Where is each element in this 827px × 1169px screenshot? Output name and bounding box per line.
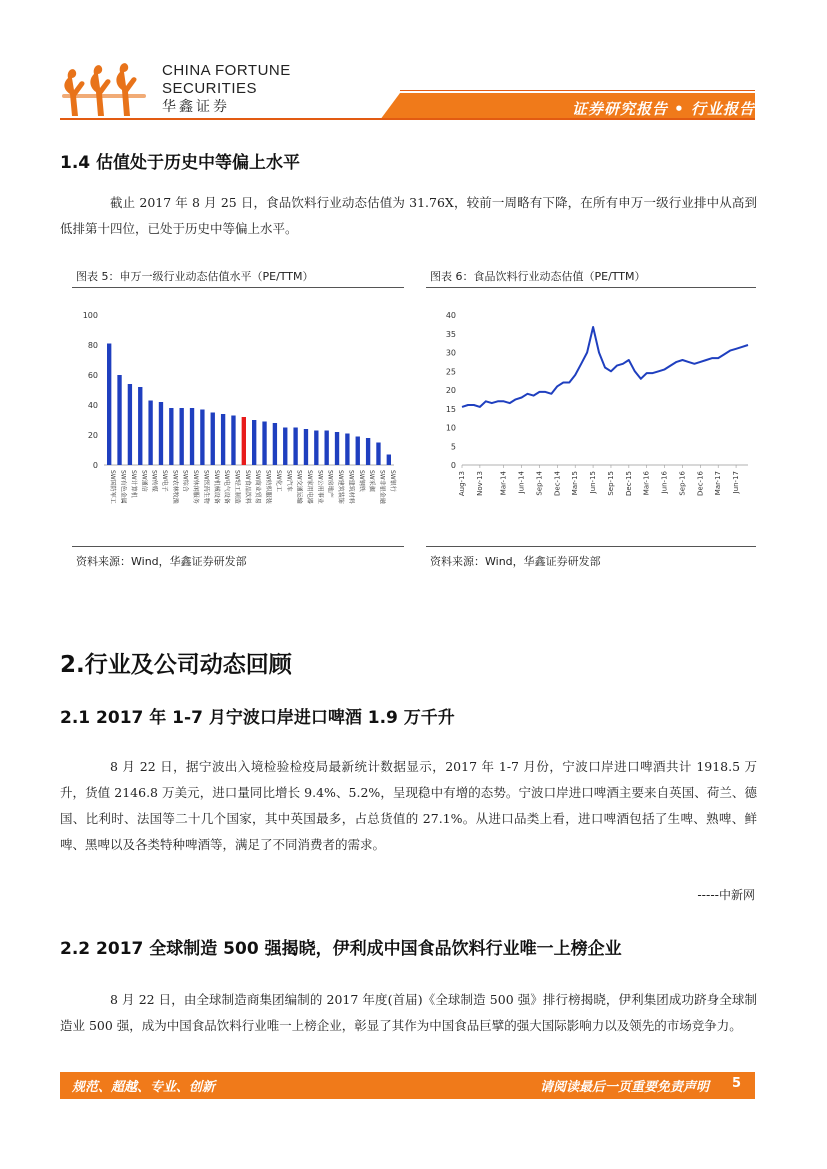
- figure-6-source: 资料来源：Wind，华鑫证券研发部: [430, 555, 601, 568]
- section-2-1-paragraph: 8 月 22 日，据宁波出入境检验检疫局最新统计数据显示，2017 年 1-7 月份，宁波口岸进口啤酒共计 1918.5 万升，货值 2146.8 万美元，进口量同比增长 9.4%、5.2%，呈现稳中有增的态势。宁波口岸进口啤酒主要来自英国、荷兰、德国、比利时、法国等二十几个国家，其中英国最多，占总货值的 27.1%。从进口品类上看，进口啤酒包括了生啤、熟啤、鲜啤、黑啤以及各类特种啤酒等，满足了不同消费者的需求。: [60, 759, 757, 852]
- x-tick-label: SW通信: [140, 470, 148, 492]
- bar-chart-industry-pe: [72, 300, 404, 540]
- y-tick-label: 60: [87, 371, 98, 380]
- x-tick-label: Mar-16: [642, 471, 651, 496]
- x-tick-label: Mar-17: [714, 471, 723, 496]
- x-tick-label: SW有色金属: [119, 470, 127, 504]
- x-tick-label: Mar-14: [499, 471, 508, 496]
- bar-SW采掘: [366, 438, 370, 465]
- bar-SW纺织服装: [262, 422, 266, 466]
- bar-SW传媒: [148, 401, 152, 466]
- bar-SW休闲服务: [190, 408, 194, 465]
- bar-SW家用电器: [304, 429, 308, 465]
- figure-6-caption: 图表 6：食品饮料行业动态估值（PE/TTM）: [430, 270, 646, 283]
- y-tick-label: 20: [87, 431, 98, 440]
- y-tick-label: 100: [82, 311, 98, 320]
- bar-SW电气设备: [221, 414, 225, 465]
- bar-SW建筑材料: [345, 434, 349, 466]
- y-tick-label: 0: [450, 461, 456, 470]
- x-tick-label: SW非银金融: [378, 470, 386, 504]
- y-tick-label: 15: [445, 404, 456, 414]
- x-tick-label: Dec-15: [624, 471, 633, 496]
- x-tick-label: SW传媒: [150, 470, 158, 492]
- x-tick-label: Jun-16: [660, 471, 669, 494]
- y-tick-label: 80: [87, 341, 98, 350]
- x-tick-label: SW电子: [160, 470, 168, 492]
- section-1-4-paragraph: 截止 2017 年 8 月 25 日，食品饮料行业动态估值为 31.76X，较前一周略有下降，在所有申万一级行业排中从高到低排第十四位，已处于历史中等偏上水平。: [60, 195, 757, 236]
- x-tick-label: SW食品饮料: [243, 470, 251, 504]
- x-tick-label: SW银行: [388, 470, 396, 492]
- bar-SW公用事业: [314, 431, 318, 466]
- bar-SW通信: [138, 387, 142, 465]
- report-type-title: 证券研究报告 • 行业报告: [571, 100, 755, 118]
- y-tick-label: 5: [450, 442, 456, 452]
- x-tick-label: SW综合: [181, 470, 189, 492]
- bar-SW医药生物: [200, 410, 204, 466]
- x-tick-label: SW机械设备: [212, 470, 220, 504]
- series-line-food-beverage: [462, 327, 748, 407]
- page-number: 5: [731, 1076, 741, 1091]
- bar-SW计算机: [128, 384, 132, 465]
- figure-5-source: 资料来源：Wind，华鑫证券研发部: [76, 555, 247, 568]
- y-tick-label: 25: [445, 367, 456, 377]
- x-tick-label: Sep-16: [678, 471, 687, 496]
- bar-SW电子: [159, 402, 163, 465]
- bar-SW商业贸易: [252, 420, 256, 465]
- header-rule: [60, 118, 755, 120]
- figure-5-bottom-rule: [72, 546, 404, 547]
- figure-5-top-rule: [72, 287, 404, 288]
- x-tick-label: SW商业贸易: [254, 470, 262, 504]
- x-tick-label: SW纺织服装: [264, 470, 272, 504]
- x-tick-label: Dec-14: [553, 471, 562, 496]
- x-tick-label: SW国防军工: [109, 470, 117, 504]
- x-tick-label: SW采掘: [368, 470, 376, 492]
- x-tick-label: SW交通运输: [295, 470, 303, 504]
- y-tick-label: 30: [445, 348, 456, 358]
- bar-SW汽车: [283, 428, 287, 466]
- figure-5-caption: 图表 5：申万一级行业动态估值水平（PE/TTM）: [76, 270, 314, 283]
- x-tick-label: SW农林牧渔: [171, 470, 179, 504]
- x-tick-label: SW医药生物: [202, 470, 210, 504]
- section-1-4-heading: 1.4 估值处于历史中等偏上水平: [60, 153, 301, 173]
- company-name-cn: 华鑫证券: [162, 99, 230, 115]
- company-name-en-line1: CHINA FORTUNE: [162, 62, 291, 79]
- bar-SW国防军工: [107, 344, 111, 466]
- bar-SW农林牧渔: [169, 408, 173, 465]
- x-tick-label: Nov-13: [475, 471, 484, 496]
- x-tick-label: Aug-13: [458, 471, 466, 497]
- x-tick-label: SW轻工制造: [233, 470, 241, 504]
- x-tick-label: Mar-15: [571, 471, 580, 496]
- bar-SW化工: [273, 423, 277, 465]
- logo-mark-icon: [60, 60, 150, 120]
- bar-SW银行: [387, 455, 391, 466]
- x-tick-label: Sep-15: [606, 471, 615, 496]
- section-2-2-paragraph: 8 月 22 日，由全球制造商集团编制的 2017 年度(首届)《全球制造 500 强》排行榜揭晓，伊利集团成功跻身全球制造业 500 强，成为中国食品饮料行业唯一上榜企业，彰显了其作为中国食品巨擘的强大国际影响力以及领先的市场竞争力。: [60, 992, 757, 1033]
- x-tick-label: Jun-17: [732, 471, 741, 494]
- section-2-heading: 2.行业及公司动态回顾: [60, 652, 292, 678]
- x-tick-label: SW汽车: [285, 470, 293, 492]
- bar-SW钢铁: [356, 437, 360, 466]
- bar-SW非银金融: [376, 443, 380, 466]
- x-tick-label: SW房地产: [326, 470, 334, 498]
- bar-SW有色金属: [117, 375, 121, 465]
- y-tick-label: 20: [445, 386, 456, 395]
- bar-SW食品饮料: [242, 417, 246, 465]
- bar-SW轻工制造: [231, 416, 235, 466]
- bar-SW交通运输: [293, 428, 297, 466]
- company-name-en-line2: SECURITIES: [162, 80, 258, 97]
- y-tick-label: 35: [445, 329, 456, 339]
- x-tick-label: SW公用事业: [316, 470, 324, 504]
- bar-SW房地产: [325, 431, 329, 466]
- x-tick-label: SW建筑材料: [347, 470, 355, 504]
- x-tick-label: SW钢铁: [357, 470, 365, 492]
- section-2-2-heading: 2.2 2017 全球制造 500 强揭晓，伊利成中国食品饮料行业唯一上榜企业: [60, 939, 622, 959]
- footer-disclaimer-link[interactable]: 请阅读最后一页重要免责声明: [539, 1080, 709, 1095]
- footer-slogan: 规范、超越、专业、创新: [72, 1080, 216, 1095]
- bar-SW建筑装饰: [335, 432, 339, 465]
- x-tick-label: SW休闲服务: [192, 470, 200, 504]
- x-tick-label: SW建筑装饰: [337, 470, 345, 504]
- section-2-1-source: -----中新网: [697, 888, 755, 902]
- x-tick-label: SW家用电器: [305, 470, 313, 504]
- y-tick-label: 40: [87, 401, 98, 410]
- x-tick-label: SW电气设备: [223, 470, 231, 504]
- x-tick-label: Dec-16: [696, 471, 705, 496]
- y-tick-label: 0: [92, 461, 98, 470]
- y-tick-label: 40: [445, 311, 456, 320]
- figure-6-top-rule: [426, 287, 756, 288]
- header-thin-rule: [400, 90, 755, 91]
- line-chart-food-beverage-pe: [426, 300, 756, 540]
- section-2-1-heading: 2.1 2017 年 1-7 月宁波口岸进口啤酒 1.9 万千升: [60, 708, 455, 728]
- y-tick-label: 10: [445, 423, 456, 433]
- x-tick-label: SW计算机: [129, 470, 137, 498]
- x-tick-label: Jun-14: [517, 471, 526, 494]
- figure-6-bottom-rule: [426, 546, 756, 547]
- x-tick-label: Sep-14: [535, 471, 544, 496]
- x-tick-label: SW化工: [274, 470, 282, 492]
- bar-SW机械设备: [211, 413, 215, 466]
- bar-SW综合: [180, 408, 184, 465]
- x-tick-label: Jun-15: [589, 471, 598, 494]
